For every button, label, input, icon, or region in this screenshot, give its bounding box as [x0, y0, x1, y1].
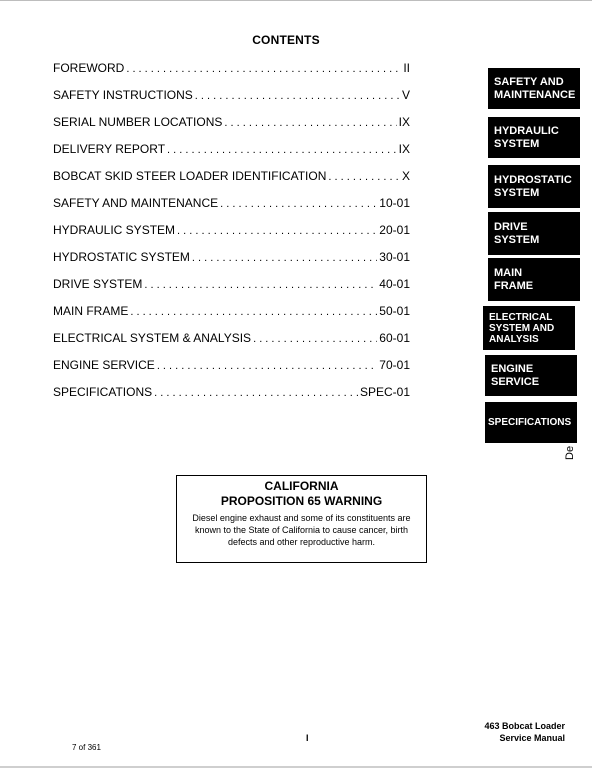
section-tab-label: SERVICE: [491, 375, 540, 388]
toc-entry-label: DELIVERY REPORT: [53, 142, 166, 156]
toc-dot-leader: [224, 117, 396, 129]
toc-entry[interactable]: [53, 115, 410, 142]
section-tab-label: SYSTEM AND: [489, 322, 555, 334]
toc-entry[interactable]: [53, 277, 410, 304]
page-count: 7 of 361: [72, 743, 101, 752]
toc-dot-leader: [253, 333, 377, 345]
toc-entry-label: HYDRAULIC SYSTEM: [53, 223, 176, 237]
toc-entry[interactable]: [53, 331, 410, 358]
toc-entry-page: 10-01: [379, 196, 410, 210]
toc-entry-page: 40-01: [379, 277, 410, 291]
page-number: I: [306, 733, 309, 743]
toc-entry[interactable]: [53, 169, 410, 196]
toc-dot-leader: [220, 198, 377, 210]
section-tab-label: MAIN: [494, 266, 523, 279]
section-tab-label: SYSTEM: [494, 233, 540, 246]
section-tab-label: SPECIFICATIONS: [488, 417, 572, 428]
toc-entry-label: SPECIFICATIONS: [53, 385, 153, 399]
toc-dot-leader: [130, 306, 377, 318]
section-tab-label: ANALYSIS: [489, 333, 539, 345]
section-tab[interactable]: [483, 306, 575, 350]
section-tab-label: ELECTRICAL: [489, 311, 553, 323]
toc-entry[interactable]: [53, 142, 410, 169]
page-title: CONTENTS: [252, 33, 320, 47]
toc-dot-leader: [177, 225, 377, 237]
prop65-warning-box: [176, 475, 427, 563]
section-tab[interactable]: [488, 212, 580, 255]
toc-entry[interactable]: [53, 196, 410, 223]
toc-entry[interactable]: [53, 223, 410, 250]
toc-entry-page: IX: [398, 115, 410, 129]
table-of-contents: [53, 61, 410, 412]
toc-dot-leader: [126, 63, 401, 75]
toc-entry[interactable]: [53, 250, 410, 277]
warning-title-line2: PROPOSITION 65 WARNING: [220, 494, 383, 508]
section-tab[interactable]: [488, 68, 580, 109]
toc-entry[interactable]: [53, 385, 410, 412]
side-watermark-text: De b p: [564, 427, 576, 460]
toc-entry[interactable]: [53, 61, 410, 88]
toc-entry-label: DRIVE SYSTEM: [53, 277, 143, 291]
toc-entry-page: X: [401, 169, 410, 183]
toc-entry-page: II: [403, 61, 410, 75]
toc-dot-leader: [195, 90, 400, 102]
toc-entry-page: SPEC-01: [359, 385, 410, 399]
toc-entry[interactable]: [53, 88, 410, 115]
section-tab-label: SAFETY AND: [494, 75, 564, 88]
page-top-border: [0, 0, 592, 1]
toc-entry-page: 60-01: [379, 331, 410, 345]
toc-dot-leader: [157, 360, 377, 372]
toc-entry-label: BOBCAT SKID STEER LOADER IDENTIFICATION: [53, 169, 327, 183]
section-tab-label: SYSTEM: [494, 137, 540, 150]
toc-dot-leader: [154, 387, 358, 399]
toc-entry-page: 30-01: [379, 250, 410, 264]
toc-entry-label: ENGINE SERVICE: [53, 358, 155, 372]
warning-body: Diesel engine exhaust and some of its constituents are known to the State of California to cause cancer, birth defects and other reproductive harm.: [192, 513, 411, 547]
section-tab[interactable]: [488, 165, 580, 208]
toc-dot-leader: [144, 279, 377, 291]
section-tab-label: SYSTEM: [494, 186, 540, 199]
toc-entry-page: V: [401, 88, 410, 102]
section-tab-label: HYDROSTATIC: [494, 173, 572, 186]
toc-entry-page: 20-01: [379, 223, 410, 237]
toc-dot-leader: [328, 171, 400, 183]
toc-entry[interactable]: [53, 304, 410, 331]
section-tab-label: DRIVE: [494, 220, 528, 233]
section-tab[interactable]: [488, 258, 580, 301]
warning-title-line1: CALIFORNIA: [264, 479, 339, 493]
toc-entry-label: FOREWORD: [53, 61, 125, 75]
toc-entry-label: SERIAL NUMBER LOCATIONS: [53, 115, 223, 129]
toc-entry-label: ELECTRICAL SYSTEM & ANALYSIS: [53, 331, 252, 345]
toc-dot-leader: [192, 252, 377, 264]
toc-entry-page: 70-01: [379, 358, 410, 372]
toc-entry-label: HYDROSTATIC SYSTEM: [53, 250, 190, 264]
section-tab-label: HYDRAULIC: [494, 124, 559, 137]
section-tab[interactable]: [488, 117, 580, 158]
toc-dot-leader: [167, 144, 397, 156]
manual-title-line1: 463 Bobcat Loader: [484, 721, 565, 731]
section-tab-label: FRAME: [494, 279, 534, 292]
toc-entry-page: IX: [398, 142, 410, 156]
toc-entry-label: SAFETY INSTRUCTIONS: [53, 88, 193, 102]
toc-entry-label: SAFETY AND MAINTENANCE: [53, 196, 219, 210]
manual-title: [484, 720, 565, 744]
toc-entry-label: MAIN FRAME: [53, 304, 129, 318]
section-tab-label: ENGINE: [491, 362, 534, 375]
manual-title-line2: Service Manual: [499, 733, 565, 743]
toc-entry-page: 50-01: [379, 304, 410, 318]
section-tab-label: MAINTENANCE: [494, 88, 576, 101]
toc-entry[interactable]: [53, 358, 410, 385]
